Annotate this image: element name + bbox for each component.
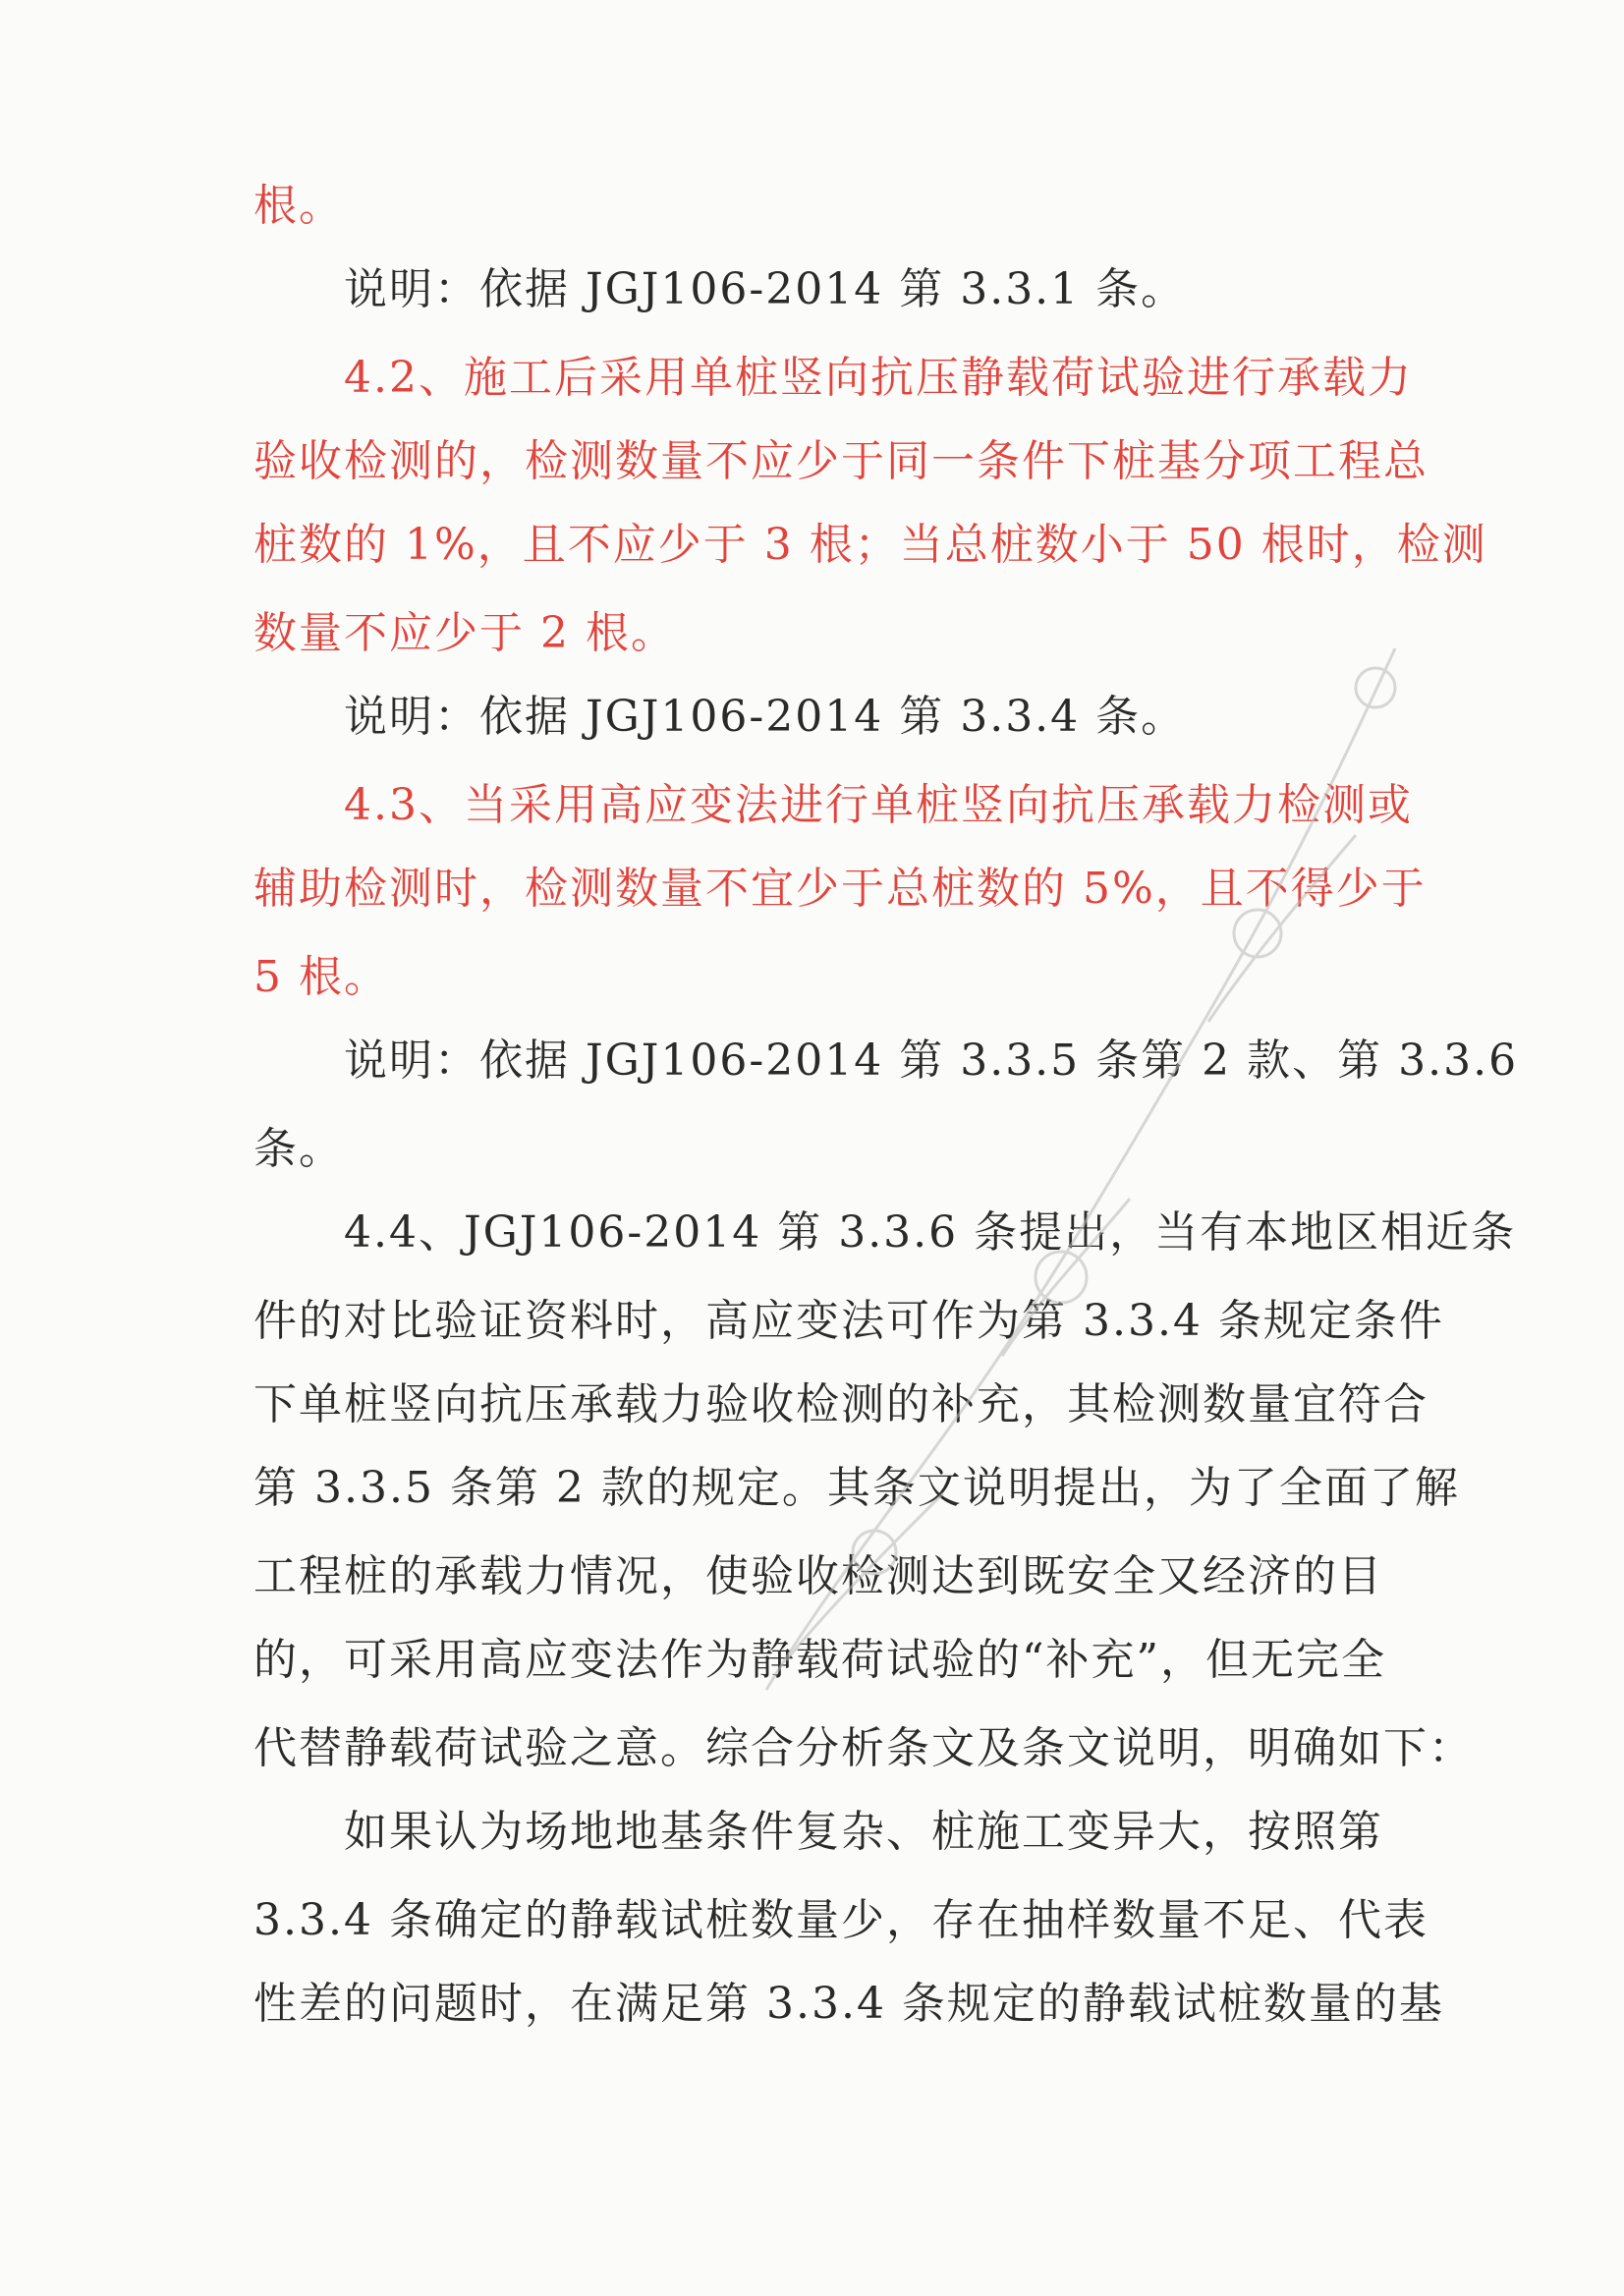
text-line: 验收检测的，检测数量不应少于同一条件下桩基分项工程总 [253,436,1428,486]
text-line: 说明：依据 JGJ106-2014 第 3.3.4 条。 [253,692,1187,742]
text-line: 下单桩竖向抗压承载力验收检测的补充，其检测数量宜符合 [253,1379,1428,1429]
text-line: 代替静载荷试验之意。综合分析条文及条文说明，明确如下： [253,1723,1474,1773]
text-line: 件的对比验证资料时，高应变法可作为第 3.3.4 条规定条件 [253,1296,1444,1346]
text-line: 第 3.3.5 条第 2 款的规定。其条文说明提出，为了全面了解 [253,1463,1460,1513]
text-line: 4.3、当采用高应变法进行单桩竖向抗压承载力检测或 [253,780,1413,830]
text-line: 5 根。 [253,952,389,1002]
text-line: 条。 [253,1124,344,1174]
text-line: 如果认为场地地基条件复杂、桩施工变异大，按照第 [253,1807,1383,1857]
watermark-stamp [747,609,1434,1709]
text-line: 3.3.4 条确定的静载试桩数量少，存在抽样数量不足、代表 [253,1895,1428,1945]
text-line: 根。 [253,181,344,231]
text-line: 辅助检测时，检测数量不宜少于总桩数的 5%，且不得少于 [253,864,1427,914]
text-line: 性差的问题时，在满足第 3.3.4 条规定的静载试桩数量的基 [253,1979,1444,2029]
text-line: 工程桩的承载力情况，使验收检测达到既安全又经济的目 [253,1551,1383,1601]
text-line: 4.4、JGJ106-2014 第 3.3.6 条提出，当有本地区相近条 [253,1207,1517,1258]
text-line: 的，可采用高应变法作为静载荷试验的“补充”，但无完全 [253,1635,1386,1685]
text-line: 4.2、施工后采用单桩竖向抗压静载荷试验进行承载力 [253,353,1413,403]
text-line: 桩数的 1%，且不应少于 3 根；当总桩数小于 50 根时，检测 [253,520,1487,570]
text-line: 说明：依据 JGJ106-2014 第 3.3.5 条第 2 款、第 3.3.6 [253,1036,1519,1086]
text-line: 说明：依据 JGJ106-2014 第 3.3.1 条。 [253,264,1187,314]
text-line: 数量不应少于 2 根。 [253,608,676,658]
